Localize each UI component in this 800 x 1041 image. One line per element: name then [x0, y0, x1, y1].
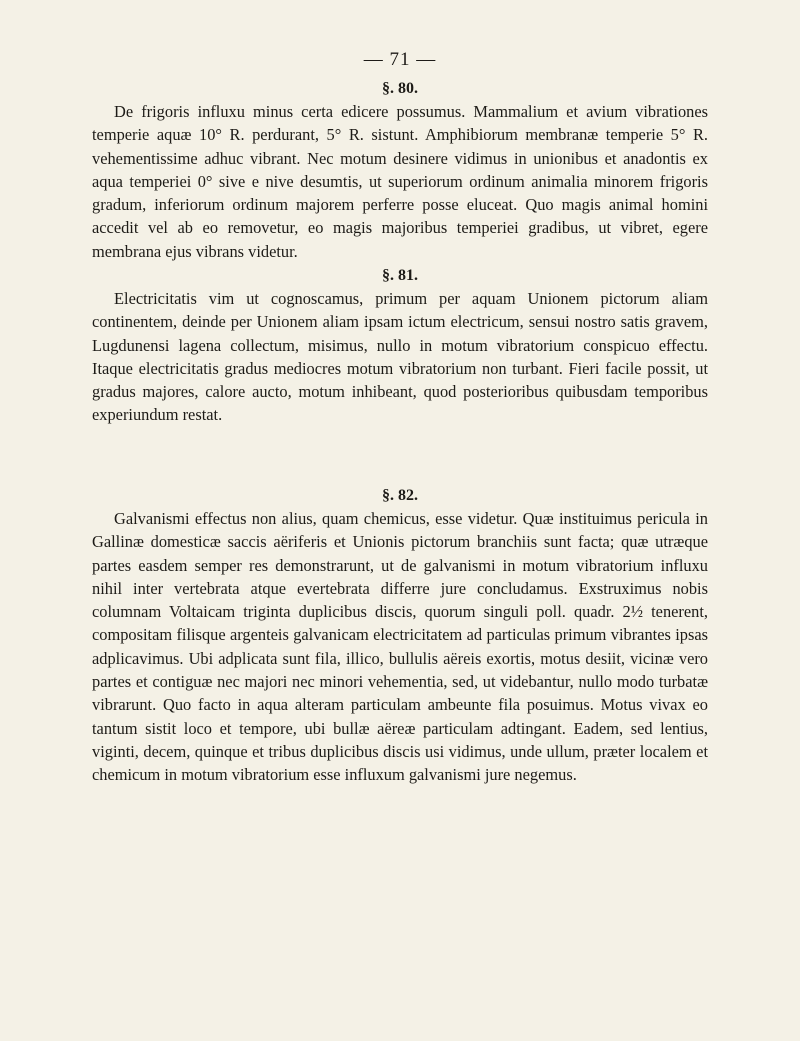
section-paragraph: Galvanismi effectus non alius, quam chemicus, esse videtur. Quæ instituimus pericula in Gallinæ domesticæ saccis aëriferis et Unionis pictorum branchiis sunt facta; quæ utræque partes easdem semper res demonstrarunt, ut de galvanismi in motum vibratorium influxu nihil inter vertebrata atque evertebrata differre jure concludamus. Exstruximus nobis columnam Voltaicam triginta duplicibus discis, quorum singuli poll. quadr. 2½ tenerent, compositam filisque argenteis galvanicam electricitatem ad particulas primum vibrantes ipsas adplicavimus. Ubi adplicata sunt fila, illico, bullulis aëreis exortis, motus desiit, vicinæ vero partes et contiguæ nec majori nec minori vehementia, sed, ut videbantur, nullo modo turbatæ vibrarunt. Quo facto in aqua alteram particulam ambeunte fila posuimus. Motus vivax eo tantum sistit loco et tempore, ubi bullæ aëreæ particulam adtingant. Eadem, sed lentius, viginti, decem, quinque et tribus duplicibus discis usi vidimus, unde ullum, præter localem et chemicum in motum vibratorium esse influxum galvanismi jure negemus. — [92, 509, 708, 785]
section-paragraph: De frigoris influxu minus certa edicere possumus. Mammalium et avium vibrationes temperie aquæ 10° R. perdurant, 5° R. sistunt. Amphibiorum membranæ temperie 5° R. vehementissime adhuc vibrant. Nec motum desinere vidimus in unionibus et anadontis ex aqua temperiei 0° sive e nive desumtis, ut superiorum ordinum animalia minorem frigoris gradum, inferiorum ordinum majorem perferre posse eluceat. Quo magis animal homini accedit vel ab eo removetur, eo magis majoribus temperiei gradibus, ut vibret, egere membrana ejus vibrans videtur. — [92, 102, 708, 261]
section-80 — [92, 78, 708, 263]
section-81 — [92, 265, 708, 427]
section-82 — [92, 485, 708, 787]
section-heading: §. 81. — [382, 267, 418, 284]
section-heading: §. 82. — [382, 487, 418, 504]
section-heading: §. 80. — [382, 80, 418, 97]
page-number-header: — 71 — — [363, 49, 437, 70]
section-paragraph: Electricitatis vim ut cognoscamus, primum per aquam Unionem pictorum aliam continentem, deinde per Unionem aliam ipsam ictum electricum, sensui nostro satis gravem, Lugdunensi lagena collectum, misimus, nullo in motum vibratorium conspicuo effectu. Itaque electricitatis gradus mediocres motum vibratorium non turbant. Fieri facile possit, ut gradus majores, calore aucto, motum inhibeant, quod posterioribus quibusdam temporibus experiundum restat. — [92, 289, 708, 425]
